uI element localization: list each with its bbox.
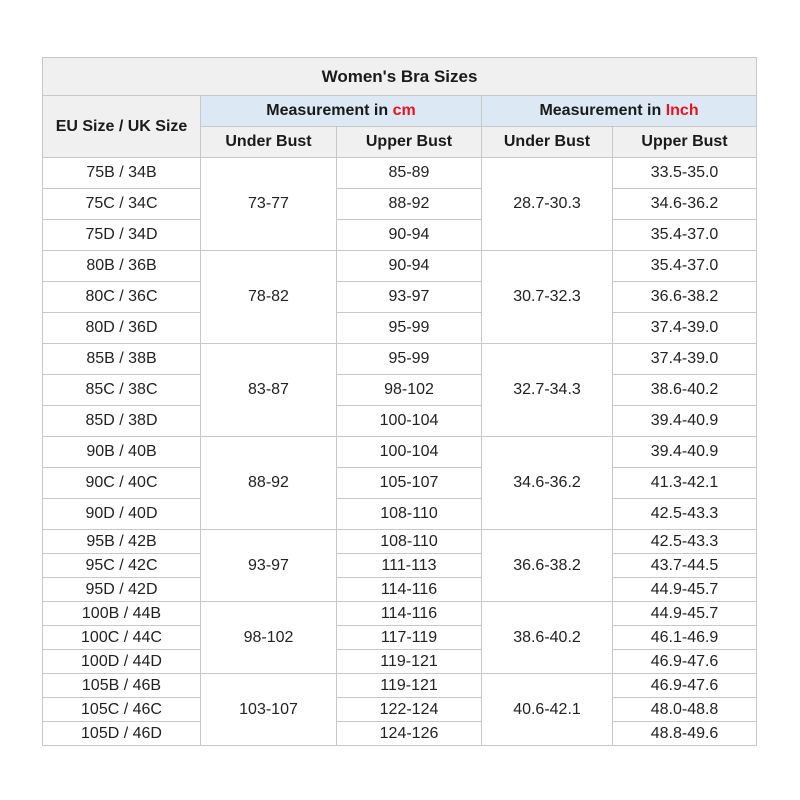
table-title: Women's Bra Sizes (43, 58, 757, 96)
upper-bust-cm-cell: 95-99 (337, 344, 482, 375)
upper-bust-cm-cell: 119-121 (337, 650, 482, 674)
table-row (43, 722, 757, 746)
size-cell: 100D / 44D (43, 650, 201, 674)
size-cell: 75D / 34D (43, 220, 201, 251)
table-row (43, 530, 757, 554)
upper-bust-inch-cell: 39.4-40.9 (613, 406, 757, 437)
upper-bust-cm-cell: 88-92 (337, 189, 482, 220)
table-row (43, 578, 757, 602)
cm-group-prefix: Measurement in (266, 102, 393, 119)
table-row (43, 554, 757, 578)
upper-bust-inch-cell: 48.0-48.8 (613, 698, 757, 722)
size-cell: 105B / 46B (43, 674, 201, 698)
upper-bust-cm-header: Upper Bust (337, 127, 482, 158)
upper-bust-cm-cell: 105-107 (337, 468, 482, 499)
table-row (43, 313, 757, 344)
upper-bust-inch-cell: 41.3-42.1 (613, 468, 757, 499)
size-cell: 90D / 40D (43, 499, 201, 530)
under-bust-cm-cell: 73-77 (201, 158, 337, 251)
table-row (43, 674, 757, 698)
table-row (43, 406, 757, 437)
table-row (43, 251, 757, 282)
under-bust-cm-cell: 93-97 (201, 530, 337, 602)
size-cell: 90C / 40C (43, 468, 201, 499)
upper-bust-cm-cell: 117-119 (337, 626, 482, 650)
under-bust-inch-cell: 36.6-38.2 (482, 530, 613, 602)
inch-unit-label: Inch (665, 102, 699, 119)
bra-size-table (42, 57, 757, 746)
upper-bust-inch-header: Upper Bust (613, 127, 757, 158)
table-row (43, 344, 757, 375)
upper-bust-cm-cell: 122-124 (337, 698, 482, 722)
under-bust-inch-cell: 38.6-40.2 (482, 602, 613, 674)
under-bust-inch-cell: 40.6-42.1 (482, 674, 613, 746)
upper-bust-cm-cell: 85-89 (337, 158, 482, 189)
under-bust-cm-cell: 88-92 (201, 437, 337, 530)
table-row (43, 437, 757, 468)
under-bust-cm-cell: 98-102 (201, 602, 337, 674)
upper-bust-inch-cell: 34.6-36.2 (613, 189, 757, 220)
upper-bust-cm-cell: 98-102 (337, 375, 482, 406)
upper-bust-inch-cell: 35.4-37.0 (613, 220, 757, 251)
size-cell: 105D / 46D (43, 722, 201, 746)
size-cell: 95C / 42C (43, 554, 201, 578)
upper-bust-inch-cell: 46.1-46.9 (613, 626, 757, 650)
upper-bust-cm-cell: 90-94 (337, 251, 482, 282)
table-row (43, 602, 757, 626)
table-row (43, 650, 757, 674)
table-row (43, 158, 757, 189)
size-cell: 75B / 34B (43, 158, 201, 189)
table-row (43, 375, 757, 406)
upper-bust-cm-cell: 119-121 (337, 674, 482, 698)
size-table-body (43, 158, 757, 746)
upper-bust-inch-cell: 46.9-47.6 (613, 674, 757, 698)
table-row (43, 499, 757, 530)
size-cell: 90B / 40B (43, 437, 201, 468)
inch-group-prefix: Measurement in (539, 102, 666, 119)
size-cell: 100B / 44B (43, 602, 201, 626)
cm-unit-label: cm (392, 102, 416, 119)
upper-bust-cm-cell: 108-110 (337, 499, 482, 530)
upper-bust-inch-cell: 46.9-47.6 (613, 650, 757, 674)
size-cell: 100C / 44C (43, 626, 201, 650)
table-row (43, 698, 757, 722)
upper-bust-inch-cell: 42.5-43.3 (613, 499, 757, 530)
under-bust-inch-cell: 30.7-32.3 (482, 251, 613, 344)
size-cell: 95D / 42D (43, 578, 201, 602)
size-cell: 85C / 38C (43, 375, 201, 406)
cm-group-header (201, 96, 482, 127)
upper-bust-inch-cell: 38.6-40.2 (613, 375, 757, 406)
size-cell: 80D / 36D (43, 313, 201, 344)
upper-bust-inch-cell: 35.4-37.0 (613, 251, 757, 282)
upper-bust-cm-cell: 93-97 (337, 282, 482, 313)
upper-bust-cm-cell: 100-104 (337, 406, 482, 437)
size-cell: 80C / 36C (43, 282, 201, 313)
size-cell: 85D / 38D (43, 406, 201, 437)
size-cell: 95B / 42B (43, 530, 201, 554)
upper-bust-cm-cell: 111-113 (337, 554, 482, 578)
under-bust-inch-header: Under Bust (482, 127, 613, 158)
table-row (43, 282, 757, 313)
under-bust-cm-header: Under Bust (201, 127, 337, 158)
upper-bust-cm-cell: 100-104 (337, 437, 482, 468)
upper-bust-inch-cell: 37.4-39.0 (613, 344, 757, 375)
table-row (43, 189, 757, 220)
under-bust-inch-cell: 32.7-34.3 (482, 344, 613, 437)
upper-bust-inch-cell: 44.9-45.7 (613, 602, 757, 626)
under-bust-inch-cell: 28.7-30.3 (482, 158, 613, 251)
upper-bust-inch-cell: 43.7-44.5 (613, 554, 757, 578)
size-cell: 105C / 46C (43, 698, 201, 722)
upper-bust-inch-cell: 39.4-40.9 (613, 437, 757, 468)
upper-bust-inch-cell: 33.5-35.0 (613, 158, 757, 189)
upper-bust-inch-cell: 37.4-39.0 (613, 313, 757, 344)
inch-group-header (482, 96, 757, 127)
size-cell: 80B / 36B (43, 251, 201, 282)
upper-bust-inch-cell: 42.5-43.3 (613, 530, 757, 554)
table-row (43, 468, 757, 499)
table-row (43, 626, 757, 650)
under-bust-cm-cell: 83-87 (201, 344, 337, 437)
under-bust-cm-cell: 103-107 (201, 674, 337, 746)
size-cell: 75C / 34C (43, 189, 201, 220)
upper-bust-cm-cell: 114-116 (337, 602, 482, 626)
size-cell: 85B / 38B (43, 344, 201, 375)
under-bust-inch-cell: 34.6-36.2 (482, 437, 613, 530)
upper-bust-cm-cell: 108-110 (337, 530, 482, 554)
under-bust-cm-cell: 78-82 (201, 251, 337, 344)
upper-bust-cm-cell: 90-94 (337, 220, 482, 251)
upper-bust-inch-cell: 48.8-49.6 (613, 722, 757, 746)
upper-bust-cm-cell: 114-116 (337, 578, 482, 602)
upper-bust-cm-cell: 124-126 (337, 722, 482, 746)
table-row (43, 220, 757, 251)
upper-bust-inch-cell: 36.6-38.2 (613, 282, 757, 313)
size-column-header: EU Size / UK Size (43, 96, 201, 158)
upper-bust-cm-cell: 95-99 (337, 313, 482, 344)
upper-bust-inch-cell: 44.9-45.7 (613, 578, 757, 602)
